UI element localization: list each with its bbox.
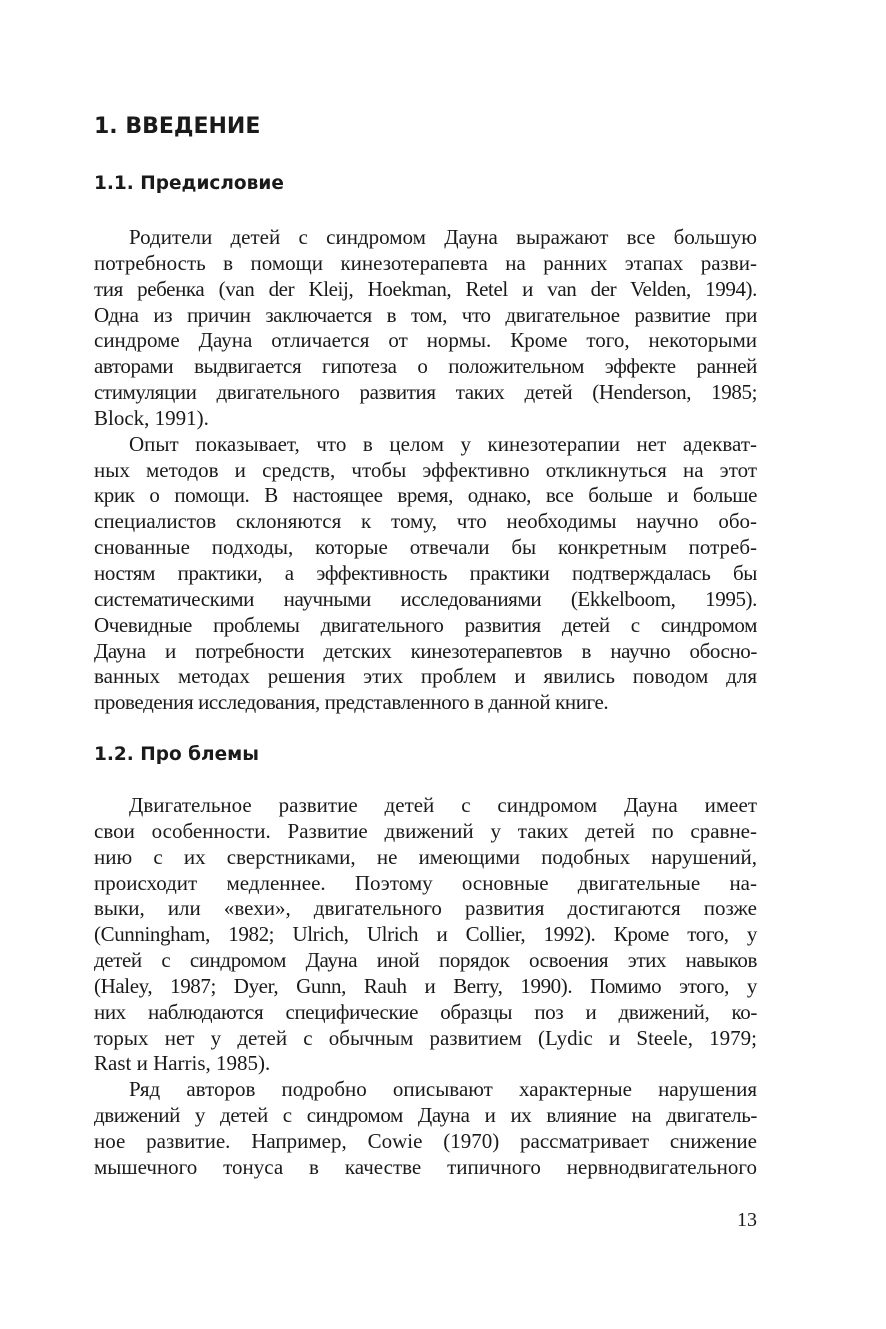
- text-line: ных методов и средств, чтобы эффективно откликнуться на этот: [94, 457, 757, 482]
- text-line: ванных методах решения этих проблем и явились поводом для: [94, 664, 757, 689]
- text-line: (Haley, 1987; Dyer, Gunn, Rauh и Berry, 1990). Помимо этого, у: [94, 973, 757, 998]
- chapter-title: 1. ВВЕДЕНИЕ: [94, 114, 261, 139]
- text-line: Родители детей с синдромом Дауна выражают все большую: [129, 225, 757, 249]
- text-line: ностям практики, а эффективность практики подтверждалась бы: [94, 560, 757, 585]
- text-line: (Cunningham, 1982; Ulrich, Ulrich и Collier, 1992). Кроме того, у: [94, 922, 757, 947]
- section-body-preface: [94, 225, 757, 716]
- text-line: тия ребенка (van der Kleij, Hoekman, Retel и van der Velden, 1994).: [94, 276, 757, 301]
- text-line: Одна из причин заключается в том, что двигательное развитие при: [94, 302, 757, 327]
- paragraph: [94, 432, 757, 716]
- text-line: нию с их сверстниками, не имеющими подобных нарушений,: [94, 844, 757, 869]
- text-line: выки, или «вехи», двигательного развития достигаются позже: [94, 896, 757, 921]
- text-line: Дауна и потребности детских кинезотерапевтов в научно обосно-: [94, 638, 757, 663]
- section-title-preface: 1.1. Предисловие: [94, 173, 284, 194]
- text-line: торых нет у детей с обычным развитием (Lydic и Steele, 1979;: [94, 1025, 757, 1050]
- text-line: свои особенности. Развитие движений у таких детей по сравне-: [94, 818, 757, 843]
- text-line: движений у детей с синдромом Дауна и их влияние на двигатель-: [94, 1103, 757, 1128]
- text-line: Ряд авторов подробно описывают характерные нарушения: [129, 1077, 757, 1102]
- text-line: авторами выдвигается гипотеза о положительном эффекте ранней: [94, 354, 757, 379]
- text-line: крик о помощи. В настоящее время, однако, все больше и больше: [94, 483, 757, 508]
- paragraph: [94, 225, 757, 432]
- text-line: мышечного тонуса в качестве типичного нервнодвигательного: [94, 1154, 757, 1179]
- paragraph: [94, 793, 757, 1077]
- text-line: Block, 1991).: [94, 405, 209, 430]
- text-line: снованные подходы, которые отвечали бы конкретным потреб-: [94, 535, 757, 560]
- text-line: Rast и Harris, 1985).: [94, 1051, 271, 1076]
- text-line: происходит медленнее. Поэтому основные двигательные на-: [94, 870, 757, 895]
- section-title-problems: 1.2. Про блемы: [94, 744, 259, 765]
- text-line: систематическими научными исследованиями (Ekkelboom, 1995).: [94, 586, 757, 611]
- text-line: специалистов склоняются к тому, что необходимы научно обо-: [94, 509, 757, 534]
- text-line: проведения исследования, представленного в данной книге.: [94, 690, 609, 715]
- text-line: стимуляции двигательного развития таких детей (Henderson, 1985;: [94, 380, 757, 405]
- section-body-problems: [94, 793, 757, 1181]
- text-line: синдроме Дауна отличается от нормы. Кроме того, некоторыми: [94, 328, 757, 353]
- text-line: них наблюдаются специфические образцы поз и движений, ко-: [94, 999, 757, 1024]
- text-line: Двигательное развитие детей с синдромом Дауна имеет: [129, 793, 757, 817]
- paragraph: [94, 1077, 757, 1180]
- page-number: 13: [737, 1209, 757, 1231]
- text-line: потребность в помощи кинезотерапевта на ранних этапах разви-: [94, 250, 757, 275]
- text-line: детей с синдромом Дауна иной порядок освоения этих навыков: [94, 948, 757, 973]
- text-line: ное развитие. Например, Cowie (1970) рассматривает снижение: [94, 1128, 757, 1153]
- text-line: Опыт показывает, что в целом у кинезотерапии нет адекват-: [129, 431, 757, 456]
- text-line: Очевидные проблемы двигательного развития детей с синдромом: [94, 612, 757, 637]
